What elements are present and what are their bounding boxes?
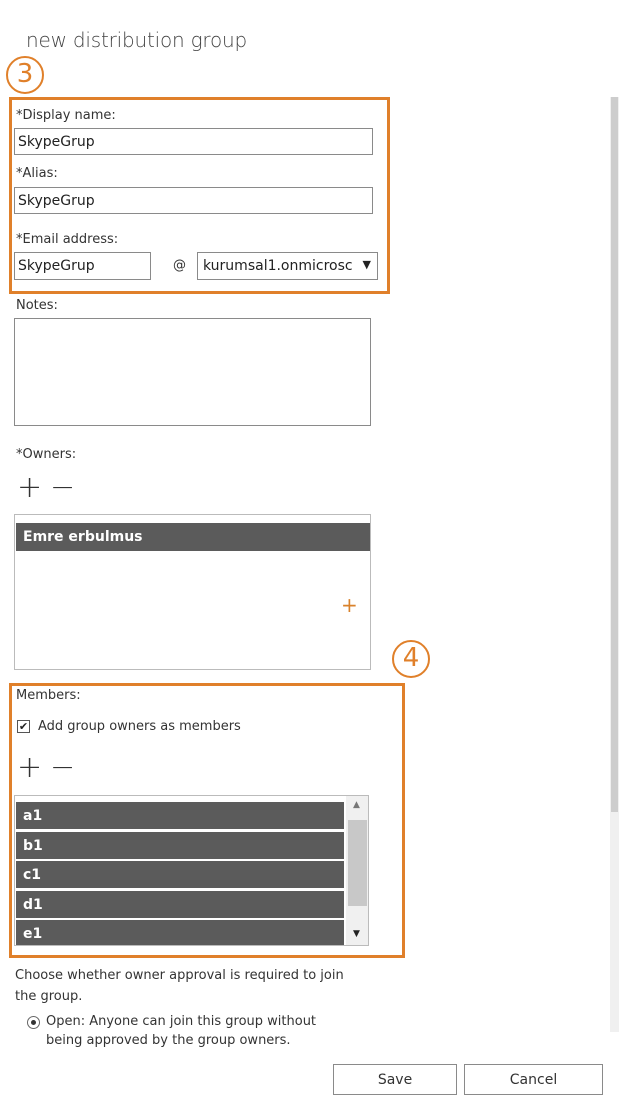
member-name: b1 <box>23 837 43 854</box>
domain-select[interactable] <box>197 252 378 280</box>
owner-name: Emre erbulmus <box>23 529 143 545</box>
add-owners-checkbox-label: Add group owners as members <box>38 719 241 734</box>
cancel-button[interactable]: Cancel <box>464 1064 603 1095</box>
open-option-line2: being approved by the group owners. <box>46 1033 291 1048</box>
members-scrollbar[interactable] <box>346 796 369 946</box>
step-4-annotation: 4 <box>392 640 430 678</box>
domain-select-value: kurumsal1.onmicrosc <box>203 258 353 274</box>
chevron-down-icon: ▼ <box>362 258 371 271</box>
dialog-scrollbar-track[interactable] <box>610 97 619 1032</box>
owner-row[interactable] <box>16 523 370 551</box>
member-name: d1 <box>23 896 43 913</box>
add-member-icon[interactable]: + <box>17 750 43 785</box>
approval-description: Choose whether owner approval is required to join the group. <box>15 968 344 1004</box>
owners-list[interactable] <box>14 514 371 670</box>
add-owners-checkbox[interactable]: ✔ <box>18 720 29 733</box>
open-radio[interactable] <box>27 1016 40 1029</box>
members-label: Members: <box>16 688 81 703</box>
open-option-line1: Open: Anyone can join this group without <box>46 1014 317 1029</box>
step-3-annotation: 3 <box>6 56 44 94</box>
owners-label: *Owners: <box>16 447 77 462</box>
email-label: *Email address: <box>16 232 119 247</box>
scroll-up-icon[interactable]: ▲ <box>353 800 360 810</box>
member-row[interactable] <box>16 802 344 829</box>
member-name: a1 <box>23 807 43 824</box>
members-list[interactable] <box>14 795 369 946</box>
scroll-down-icon[interactable]: ▼ <box>353 929 360 939</box>
page-title: new distribution group <box>26 28 248 52</box>
member-row[interactable] <box>16 891 344 918</box>
email-input[interactable]: SkypeGrup <box>14 252 151 280</box>
at-sign: @ <box>173 258 186 273</box>
add-owner-icon[interactable]: + <box>17 470 43 505</box>
display-name-label: *Display name: <box>16 108 116 123</box>
dialog-scrollbar-thumb[interactable] <box>611 97 618 812</box>
member-name: e1 <box>23 925 43 942</box>
radio-selected-dot <box>31 1020 36 1025</box>
member-row[interactable] <box>16 861 344 888</box>
remove-owner-icon[interactable]: − <box>50 470 76 505</box>
alias-input[interactable]: SkypeGrup <box>14 187 373 214</box>
remove-member-icon[interactable]: − <box>50 750 76 785</box>
member-name: c1 <box>23 866 42 883</box>
member-row[interactable] <box>16 832 344 859</box>
add-owner-plus-icon[interactable]: + <box>341 593 358 617</box>
alias-label: *Alias: <box>16 166 58 181</box>
save-button[interactable]: Save <box>333 1064 457 1095</box>
members-scroll-thumb[interactable] <box>348 820 367 906</box>
notes-textarea[interactable] <box>14 318 371 426</box>
notes-label: Notes: <box>16 298 58 313</box>
member-row[interactable] <box>16 920 344 946</box>
display-name-input[interactable]: SkypeGrup <box>14 128 373 155</box>
